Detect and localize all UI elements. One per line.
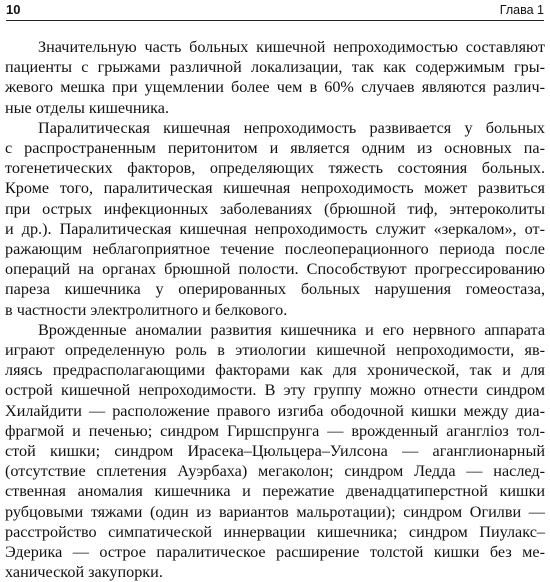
text-line: стой кишки; синдром Ирасека–Цюльцера–Уилсона — аганглионарный — [5, 442, 545, 461]
text-line: Хилайдити — расположение правого изгиба ободочной кишки между диа- — [5, 401, 545, 420]
paragraph — [5, 118, 545, 320]
text-line: тогенетических факторов, определяющих тяжесть состояния больных. — [5, 159, 545, 178]
paragraph — [5, 37, 545, 118]
text-line: пареза кишечника у оперированных больных нарушения гомеостаза, — [5, 280, 545, 299]
text-line: ханической закупорки. — [5, 563, 163, 582]
text-line: Врожденные аномалии развития кишечника и его нервного аппарата — [38, 320, 545, 339]
text-line: ражающим неблагоприятное течение послеоперационного периода после — [5, 240, 545, 259]
text-line: ляясь предрасполагающими факторами как для хронической, так и для — [5, 361, 545, 380]
text-line: ные отделы кишечника. — [5, 98, 170, 117]
body-text — [5, 37, 545, 582]
text-line: ственная аномалия кишечника и пережатие двенадцатиперстной кишки — [5, 482, 545, 501]
text-line: жевого мешка при ущемлении более чем в 60% случаев являются различ- — [5, 78, 545, 97]
text-line: расстройство симпатической иннервации кишечника; синдром Пиулакс– — [5, 522, 545, 541]
chapter-title: Глава 1 — [499, 3, 544, 17]
text-line: (отсутствие сплетения Ауэрбаха) мегаколон; синдром Ледда — наслед- — [5, 462, 545, 481]
running-header — [6, 2, 544, 21]
text-line: фрагмой и печенью; синдром Гиршспрунга — врожденный агангліоз тол- — [5, 421, 545, 440]
paragraph — [5, 320, 545, 582]
text-line: Паралитическая кишечная непроходимость развивается у больных — [38, 118, 545, 137]
text-line: с распространенным перитонитом и является одним из основных па- — [5, 139, 545, 158]
text-line: при острых инфекционных заболеваниях (брюшной тиф, энтероколиты — [5, 199, 545, 218]
text-line: Эдерика — острое паралитическое расширение толстой кишки без ме- — [5, 543, 545, 562]
text-line: Кроме того, паралитическая кишечная непроходимость может развиться — [5, 179, 545, 198]
text-line: в частности электролитного и белкового. — [5, 300, 288, 319]
text-line: рубцовыми тяжами (один из вариантов мальротации); синдром Огилви — — [5, 502, 545, 521]
text-line: Значительную часть больных кишечной непроходимостью составляют — [38, 38, 545, 56]
text-line: острой кишечной непроходимости. В эту группу можно отнести синдром — [5, 381, 545, 400]
page-number: 10 — [6, 2, 21, 17]
text-line: пациенты с грыжами различной локализации, так как содержимым гры- — [5, 58, 545, 77]
text-line: играют определенную роль в этиологии кишечной непроходимости, яв- — [5, 341, 545, 360]
text-line: и др.). Паралитическая кишечная непроходимость служит «зеркалом», от- — [5, 219, 545, 238]
text-line: операций на органах брюшной полости. Способствуют прогрессированию — [5, 260, 545, 279]
